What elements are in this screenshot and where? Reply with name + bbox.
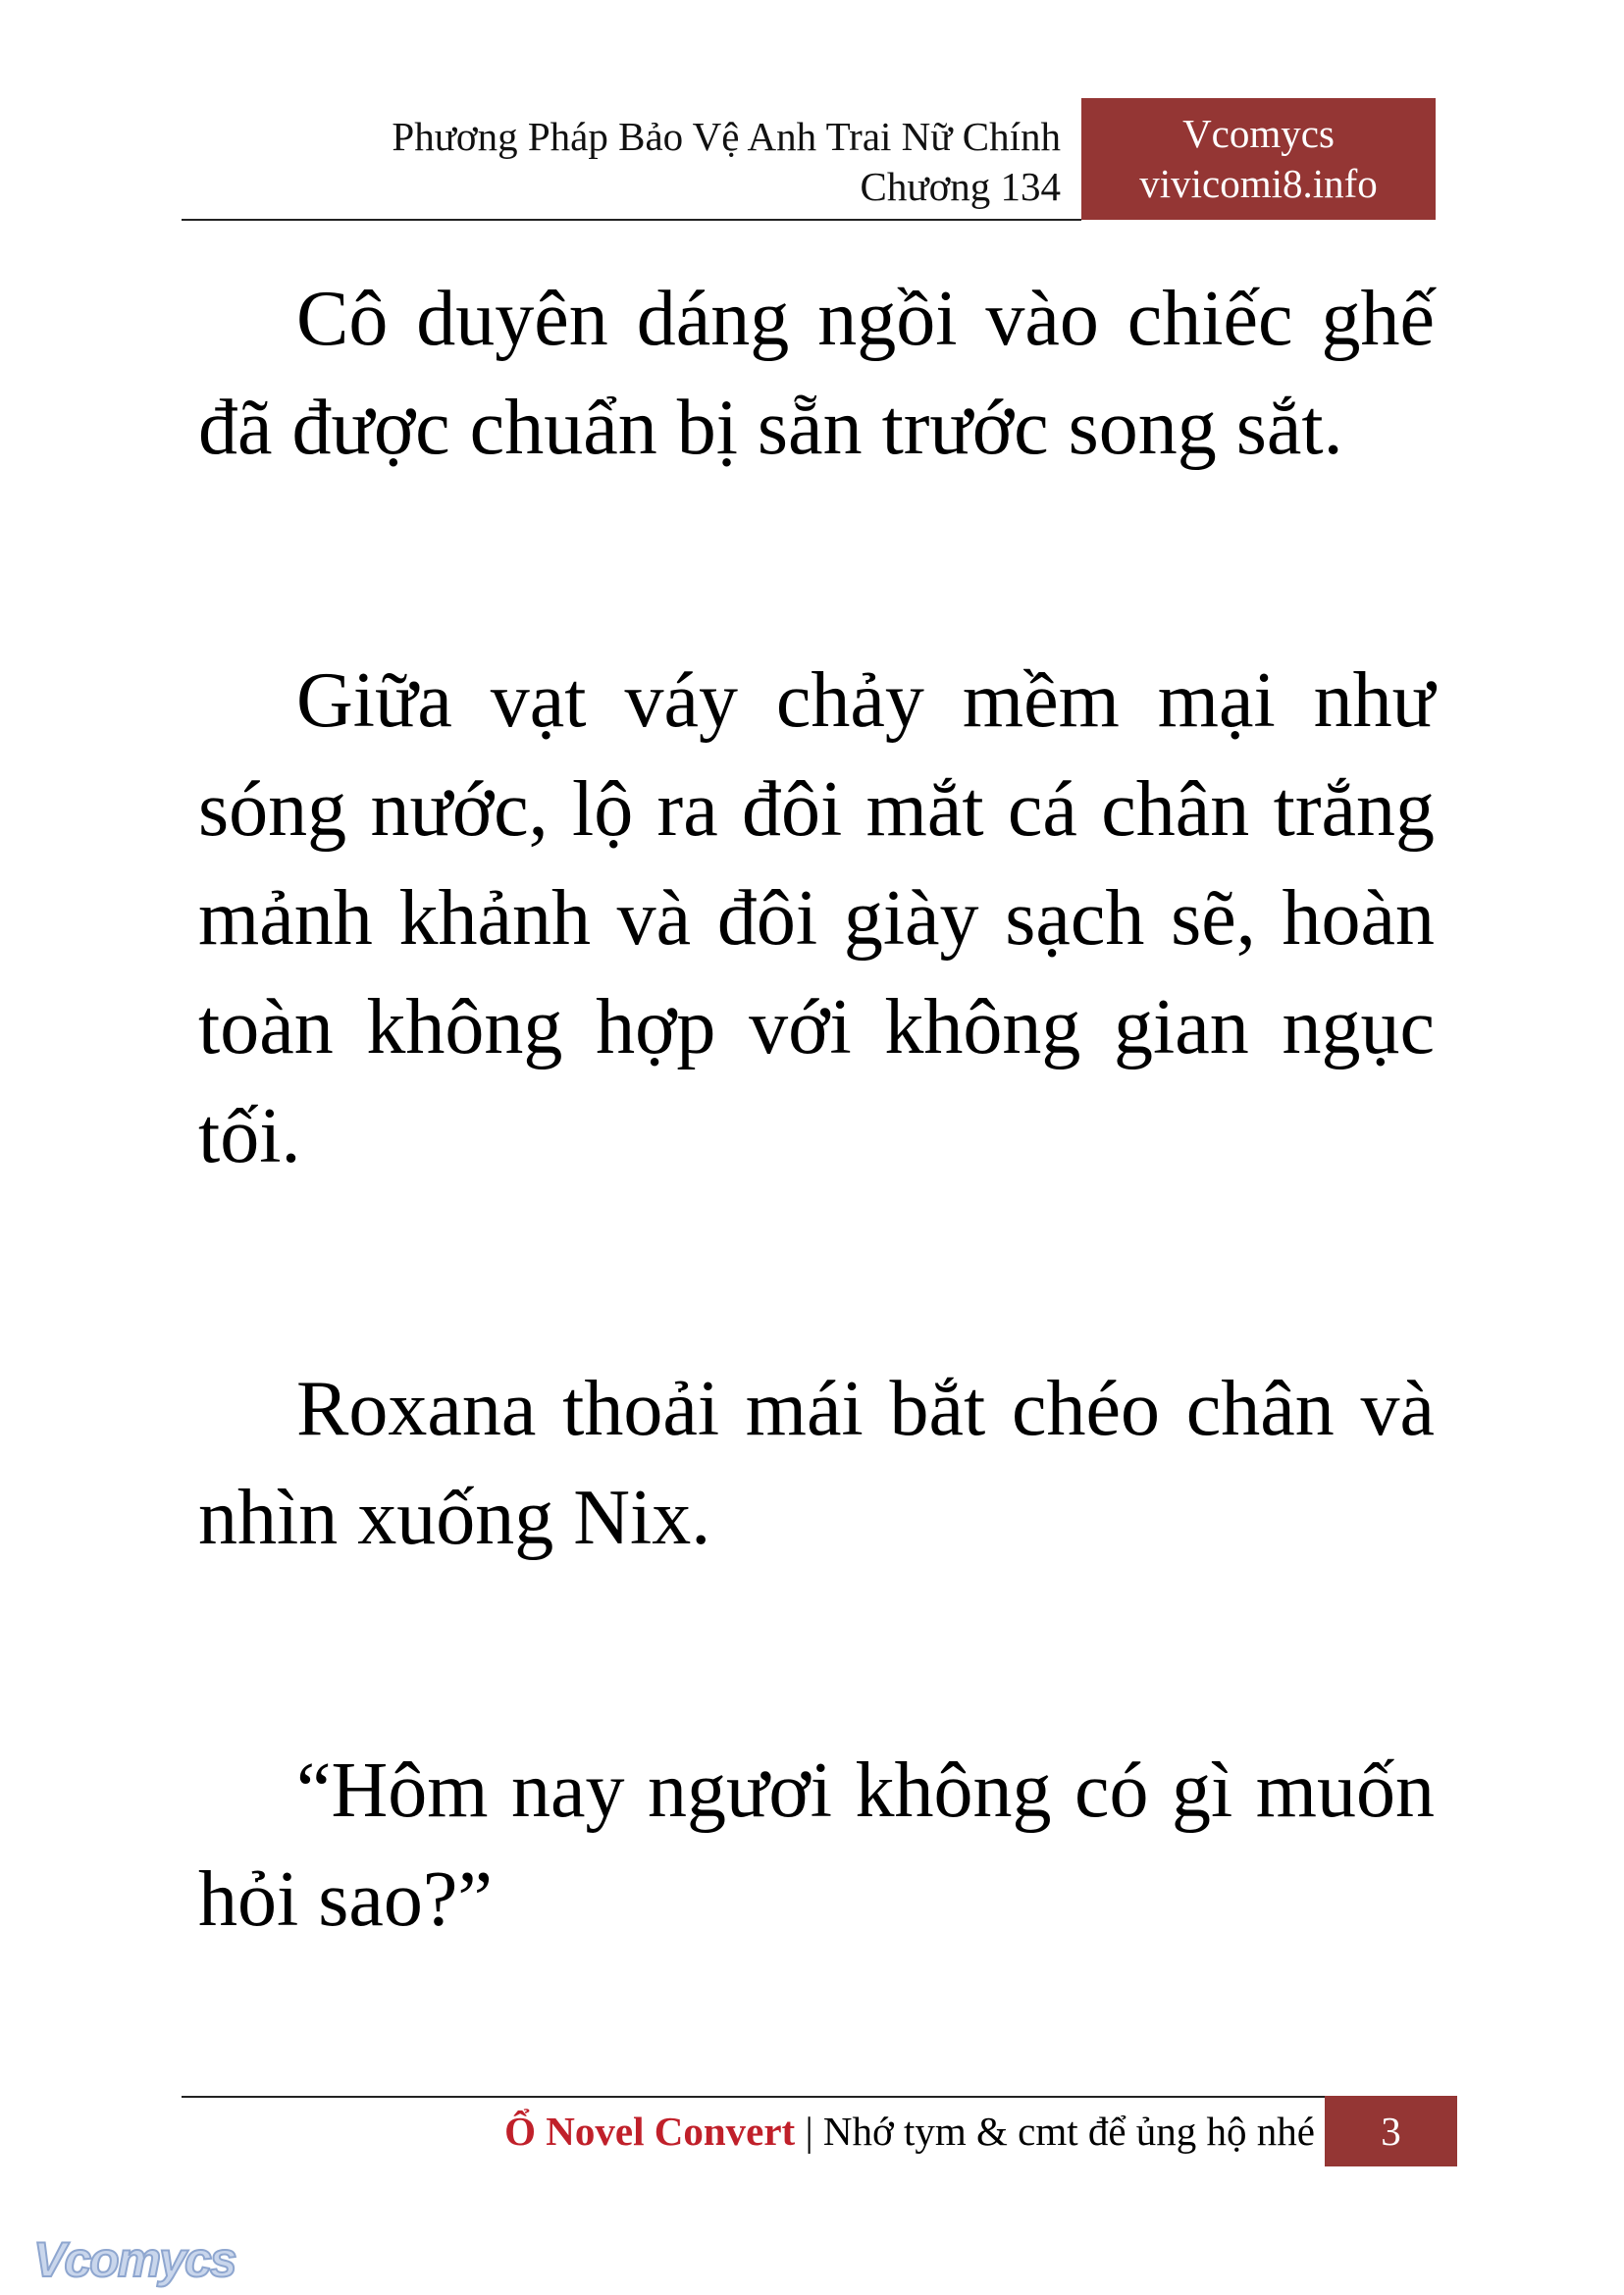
footer-text (504, 2106, 1315, 2157)
book-title: Phương Pháp Bảo Vệ Anh Trai Nữ Chính (392, 114, 1061, 159)
footer-divider (182, 2096, 1325, 2098)
page-body (198, 265, 1435, 2118)
paragraph: Giữa vạt váy chảy mềm mại như sóng nước, lộ ra đôi mắt cá chân trắng mảnh khảnh và đôi giày sạch sẽ, hoàn toàn không hợp với không gian ngục tối. (198, 657, 1435, 1179)
badge-site-url: vivicomi8.info (1139, 161, 1378, 206)
chapter-label: Chương 134 (860, 164, 1061, 209)
footer-note: Nhớ tym & cmt để ủng hộ nhé (822, 2109, 1315, 2154)
header-divider (182, 219, 1081, 221)
svg-text:Vcomycs: Vcomycs (33, 2232, 236, 2287)
badge-site-name: Vcomycs (1182, 111, 1335, 156)
header-text (392, 112, 1061, 212)
page-header (182, 96, 1436, 222)
page-number: 3 (1325, 2096, 1457, 2166)
footer-separator: | (795, 2109, 823, 2154)
header-badge (1081, 98, 1436, 220)
paragraph: “Hôm nay ngươi không có gì muốn hỏi sao?” (198, 1747, 1435, 1943)
paragraph: Roxana thoải mái bắt chéo chân và nhìn xuống Nix. (198, 1366, 1435, 1561)
page-footer (182, 2096, 1457, 2166)
footer-brand: Ổ Novel Convert (504, 2109, 796, 2154)
vcomycs-logo-watermark (29, 2225, 255, 2290)
paragraph: Cô duyên dáng ngồi vào chiếc ghế đã được chuẩn bị sẵn trước song sắt. (198, 276, 1435, 471)
